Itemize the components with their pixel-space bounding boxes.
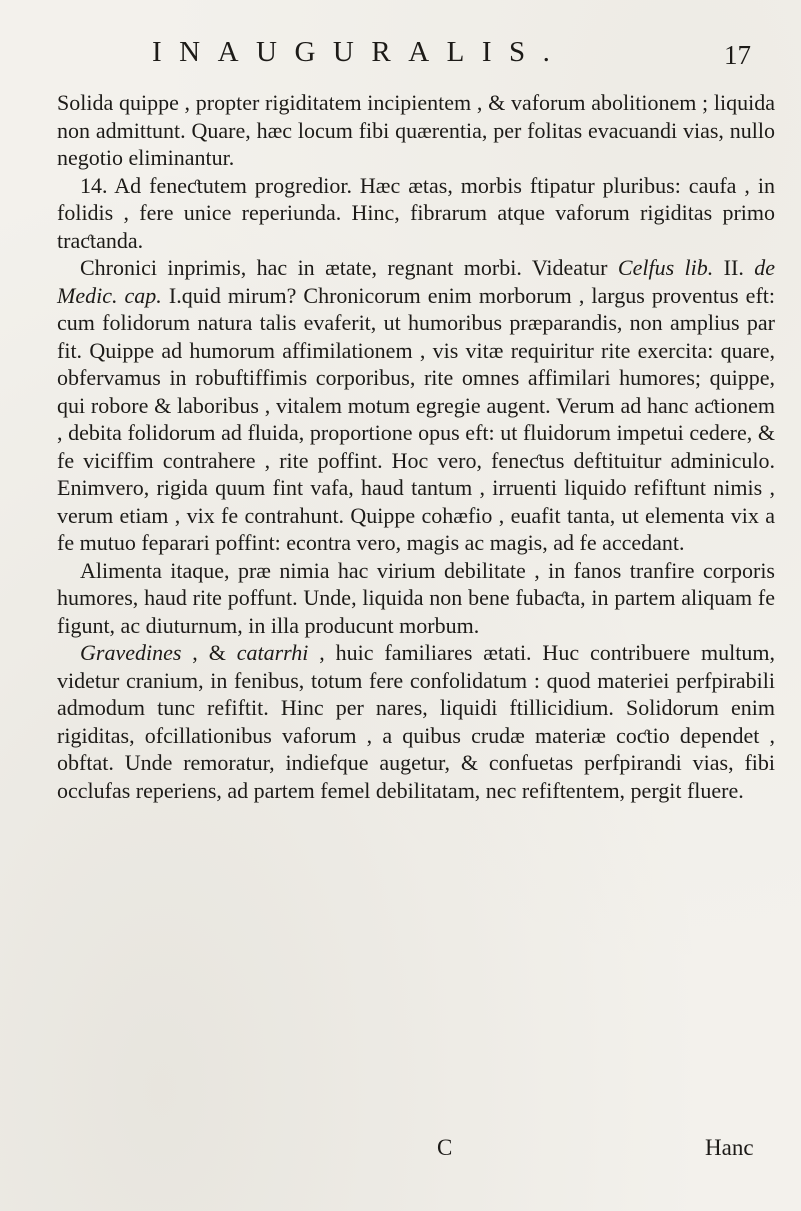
paragraph bbox=[57, 639, 775, 804]
text-run: , huic familiares ætati. Huc contribuere multum, videtur cranium, in fenibus, totum fere confolidatum : quod materiei perfpirabili admodum tunc refiftit. Hinc per nares, liquidi ftillicidium. Solidorum enim rigiditas, ofcillationibus vaforum , a quibus crudæ materiæ coƈtio dependet , obftat. Unde remoratur, indiefque augetur, & confuetas perfpirandi vias, fibi occlufas reperiens, ad partem femel debilitatam, nec refiftentem, pergit fluere. bbox=[57, 640, 775, 803]
page-footer bbox=[0, 1135, 801, 1165]
italic-text-run: Gravedines bbox=[80, 640, 182, 665]
signature-mark: C bbox=[437, 1135, 453, 1160]
text-run: I.quid mirum? Chronicorum enim morborum , largus proventus eft: cum folidorum natura talis evaferit, ut humoribus præparandis, non amplius par fit. Quippe ad humorum affimilationem , vis vitæ requiritur rite exercita: quare, obfervamus in robuftiffimis corporibus, rite omnes affimilari humores; quippe, qui robore & laboribus , vitalem motum egregie augent. Verum ad hanc aƈtionem , debita folidorum ad fluida, proportione opus eft: ut fluidorum impetui cedere, & fe viciffim contrahere , rite poffint. Hoc vero, feneƈtus deftituitur adminiculo. Enimvero, rigida quum fint vafa, haud tantum , irruenti liquido refiftunt nimis , verum etiam , vix fe contrahunt. Quippe cohæfio , euafit tanta, ut elementa vix a fe mutuo feparari poffint: econtra vero, magis ac magis, ad fe accedant. bbox=[57, 282, 775, 555]
paragraph bbox=[57, 172, 775, 255]
body-text bbox=[57, 89, 775, 804]
italic-text-run: catarrhi bbox=[236, 640, 309, 665]
text-run: Chronici inprimis, hac in ætate, regnant morbi. Videatur bbox=[80, 255, 618, 280]
italic-text-run: Celfus lib. bbox=[617, 255, 714, 280]
paragraph bbox=[57, 254, 775, 557]
italic-text-run: de Medic. cap. bbox=[57, 255, 775, 308]
catchword: Hanc bbox=[705, 1135, 754, 1160]
paragraph bbox=[57, 557, 775, 640]
page-number: 17 bbox=[724, 40, 751, 70]
text-run: Alimenta itaque, præ nimia hac virium debilitate , in fanos tranfire corporis humores, haud rite poffunt. Unde, liquida non bene fubaƈta, in partem aliquam fe figunt, ac diuturnum, in illa producunt morbum. bbox=[57, 557, 775, 638]
running-head bbox=[0, 36, 801, 76]
text-run: 14. Ad feneƈtutem progredior. Hæc ætas, morbis ftipatur pluribus: caufa , in folidis , fere unice reperiunda. Hinc, fibrarum atque vaforum rigiditas primo traƈtanda. bbox=[57, 172, 775, 253]
running-title: INAUGURALIS. bbox=[152, 36, 568, 68]
text-run: II. bbox=[713, 255, 755, 280]
text-run: , & bbox=[181, 640, 237, 665]
text-run: Solida quippe , propter rigiditatem incipientem , & vaforum abolitionem ; liquida non admittunt. Quare, hæc locum fibi quærentia, per folitas evacuandi vias, nullo negotio eliminantur. bbox=[57, 90, 775, 170]
paragraph bbox=[57, 89, 775, 172]
